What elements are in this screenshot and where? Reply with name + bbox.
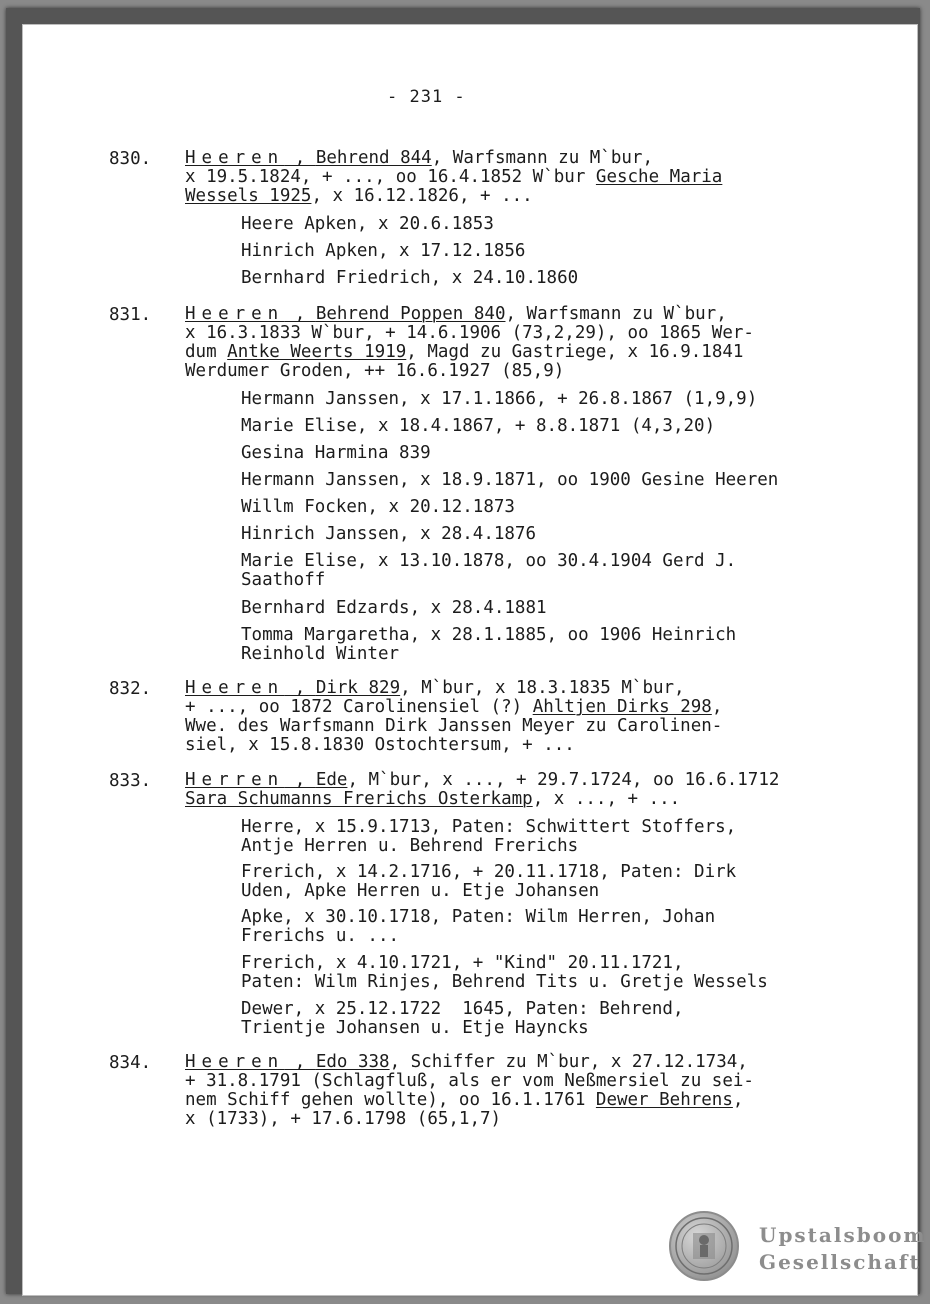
surname: Herren xyxy=(185,770,285,790)
entry-line: Heeren , Behrend Poppen 840, Warfsmann zu W`bur, xyxy=(185,304,727,324)
entry-line: Wessels 1925, x 16.12.1826, + ... xyxy=(185,186,533,206)
surname: Heeren xyxy=(185,304,285,324)
entry-line: nem Schiff gehen wollte), oo 16.1.1761 Dewer Behrens, xyxy=(185,1090,744,1110)
entry-line: + ..., oo 1872 Carolinensiel (?) Ahltjen Dirks 298, xyxy=(185,697,723,717)
child-record: Marie Elise, x 18.4.1867, + 8.8.1871 (4,3,20) xyxy=(241,416,716,436)
surname: Heeren xyxy=(185,148,285,168)
child-record: Heere Apken, x 20.6.1853 xyxy=(241,214,494,234)
seal-logo-icon xyxy=(669,1211,739,1281)
entry-number: 832. xyxy=(109,679,152,699)
given-name: Behrend 844 xyxy=(315,148,432,168)
child-record: Hermann Janssen, x 18.9.1871, oo 1900 Gesine Heeren xyxy=(241,470,779,490)
logo-text-line1: Upstalsboom xyxy=(759,1223,927,1247)
entry-line: Heeren , Edo 338, Schiffer zu M`bur, x 27.12.1734, xyxy=(185,1052,748,1072)
entry-number: 830. xyxy=(109,149,152,169)
child-record: Hermann Janssen, x 17.1.1866, + 26.8.1867 (1,9,9) xyxy=(241,389,758,409)
given-name: Behrend Poppen 840 xyxy=(315,304,506,324)
entry-number: 833. xyxy=(109,771,152,791)
page-number: - 231 - xyxy=(387,87,466,107)
entry-line: Heeren , Behrend 844, Warfsmann zu M`bur, xyxy=(185,148,653,168)
surname: Heeren xyxy=(185,1052,285,1072)
spouse-name: Dewer Behrens xyxy=(595,1090,733,1110)
given-name: Edo 338 xyxy=(315,1052,390,1072)
page-frame xyxy=(6,8,927,1294)
seal-emblem-icon xyxy=(671,1213,737,1279)
spouse-name: Antke Weerts 1919 xyxy=(227,342,407,362)
child-record: Gesina Harmina 839 xyxy=(241,443,431,463)
spouse-name: Wessels 1925 xyxy=(185,186,312,206)
child-record: Tomma Margaretha, x 28.1.1885, oo 1906 Heinrich Reinhold Winter xyxy=(241,625,737,664)
child-record: Bernhard Edzards, x 28.4.1881 xyxy=(241,598,547,618)
document-page xyxy=(22,24,927,1296)
child-record: Frerich, x 4.10.1721, + "Kind" 20.11.1721, Paten: Wilm Rinjes, Behrend Tits u. Gretje Wessels xyxy=(241,953,768,992)
entry-line: + 31.8.1791 (Schlagfluß, als er vom Neßmersiel zu sei- xyxy=(185,1071,754,1091)
child-record: Hinrich Apken, x 17.12.1856 xyxy=(241,241,526,261)
entry-line: siel, x 15.8.1830 Ostochtersum, + ... xyxy=(185,735,575,755)
child-record: Dewer, x 25.12.1722 1645, Paten: Behrend, Trientje Johansen u. Etje Hayncks xyxy=(241,999,684,1038)
child-record: Frerich, x 14.2.1716, + 20.11.1718, Paten: Dirk Uden, Apke Herren u. Etje Johansen xyxy=(241,862,737,901)
child-record: Hinrich Janssen, x 28.4.1876 xyxy=(241,524,537,544)
child-record: Bernhard Friedrich, x 24.10.1860 xyxy=(241,268,579,288)
child-record: Herre, x 15.9.1713, Paten: Schwittert Stoffers, Antje Herren u. Behrend Frerichs xyxy=(241,817,737,856)
given-name: Ede xyxy=(315,770,348,790)
given-name: Dirk 829 xyxy=(315,678,401,698)
entry-line: Heeren , Dirk 829, M`bur, x 18.3.1835 M`bur, xyxy=(185,678,685,698)
entry-line: x 19.5.1824, + ..., oo 16.4.1852 W`bur Gesche Maria xyxy=(185,167,723,187)
child-record: Apke, x 30.10.1718, Paten: Wilm Herren, Johan Frerichs u. ... xyxy=(241,907,716,946)
logo-text-line2: Gesellschaft xyxy=(759,1250,921,1274)
entry-line: x (1733), + 17.6.1798 (65,1,7) xyxy=(185,1109,502,1129)
child-record: Marie Elise, x 13.10.1878, oo 30.4.1904 Gerd J. Saathoff xyxy=(241,551,737,590)
entry-line: Sara Schumanns Frerichs Osterkamp, x ..., + ... xyxy=(185,789,681,809)
spouse-name: Ahltjen Dirks 298 xyxy=(532,697,712,717)
entry-line: Werdumer Groden, ++ 16.6.1927 (85,9) xyxy=(185,361,565,381)
entry-number: 834. xyxy=(109,1053,152,1073)
spouse-name: Sara Schumanns Frerichs Osterkamp xyxy=(185,789,533,809)
entry-line: dum Antke Weerts 1919, Magd zu Gastriege, x 16.9.1841 xyxy=(185,342,744,362)
entry-line: x 16.3.1833 W`bur, + 14.6.1906 (73,2,29), oo 1865 Wer- xyxy=(185,323,754,343)
entry-number: 831. xyxy=(109,305,152,325)
surname: Heeren xyxy=(185,678,285,698)
entry-line: Herren , Ede, M`bur, x ..., + 29.7.1724, oo 16.6.1712 xyxy=(185,770,780,790)
child-record: Willm Focken, x 20.12.1873 xyxy=(241,497,515,517)
entry-line: Wwe. des Warfsmann Dirk Janssen Meyer zu Carolinen- xyxy=(185,716,723,736)
spouse-name: Gesche Maria xyxy=(595,167,723,187)
